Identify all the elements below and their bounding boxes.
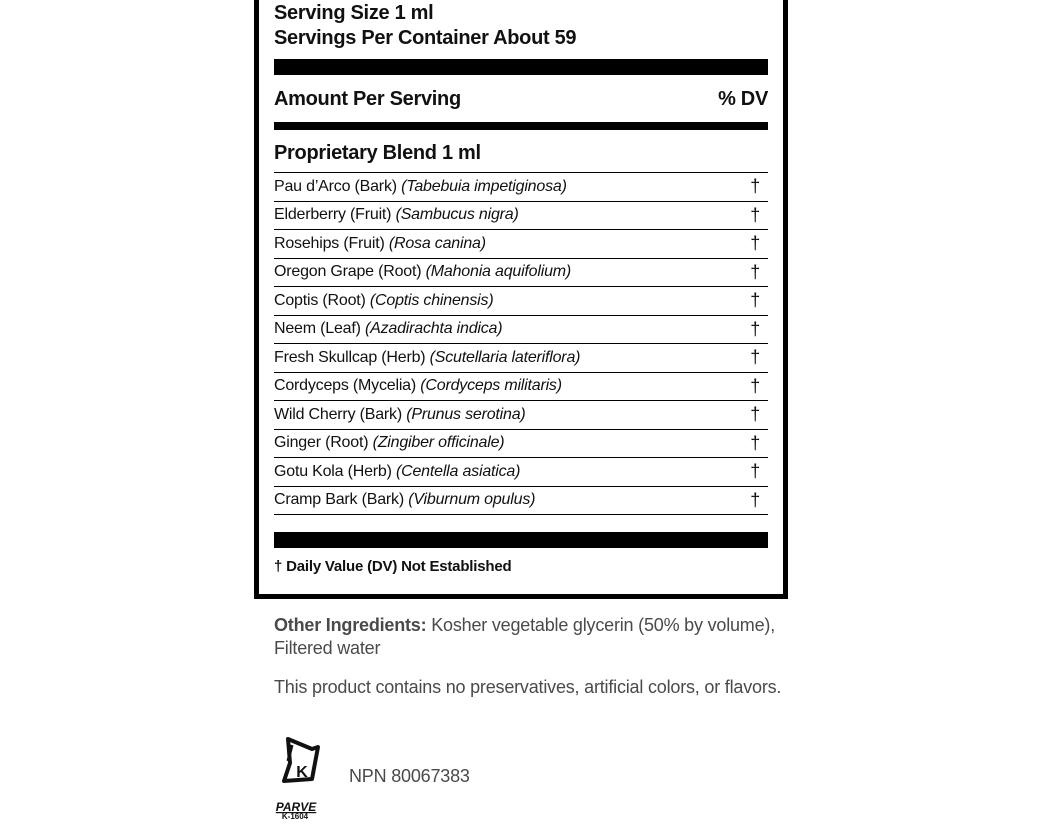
supplement-facts-panel — [254, 0, 788, 599]
ingredient-dv: † — [750, 461, 760, 482]
ingredient-dv: † — [750, 290, 760, 311]
ingredient-name — [274, 178, 567, 196]
ingredient-row — [274, 316, 768, 345]
ingredient-common-name: Rosehips (Fruit) — [274, 234, 385, 252]
kosher-parve-icon — [272, 735, 328, 819]
ingredient-latin-name: (Scutellaria lateriflora) — [429, 348, 581, 366]
ingredient-latin-name: (Azadirachta indica) — [364, 320, 503, 338]
ingredient-latin-name: (Viburnum opulus) — [408, 491, 536, 509]
ingredient-name — [274, 320, 502, 338]
ingredient-common-name: Cordyceps (Mycelia) — [274, 377, 417, 395]
ingredient-row — [274, 202, 768, 231]
ingredient-common-name: Ginger (Root) — [274, 434, 369, 452]
ingredient-row — [274, 230, 768, 259]
ingredient-row — [274, 373, 768, 402]
ingredient-dv: † — [750, 432, 760, 453]
ingredient-dv: † — [750, 261, 760, 282]
divider-thick — [274, 59, 768, 75]
other-ingredients — [274, 614, 794, 660]
amount-header-row — [274, 85, 768, 113]
ingredient-common-name: Neem (Leaf) — [274, 320, 361, 338]
ingredient-name — [274, 491, 535, 509]
ingredient-latin-name: (Rosa canina) — [388, 234, 486, 252]
ingredient-common-name: Coptis (Root) — [274, 291, 366, 309]
ingredient-dv: † — [750, 176, 760, 197]
ingredient-name — [274, 406, 526, 424]
ingredient-dv: † — [750, 347, 760, 368]
ingredient-row — [274, 401, 768, 430]
ingredient-row — [274, 173, 768, 202]
ingredient-latin-name: (Prunus serotina) — [406, 405, 526, 423]
divider-medium — [274, 122, 768, 130]
ingredient-common-name: Pau d’Arco (Bark) — [274, 177, 397, 195]
ingredient-latin-name: (Centella asiatica) — [396, 462, 521, 480]
ingredient-row — [274, 487, 768, 516]
ingredient-row — [274, 287, 768, 316]
ingredient-common-name: Elderberry (Fruit) — [274, 206, 392, 224]
ingredient-common-name: Fresh Skullcap (Herb) — [274, 348, 426, 366]
kosher-code: K-1604 — [281, 812, 309, 819]
ingredient-name — [274, 263, 571, 281]
ingredient-name — [274, 235, 486, 253]
dv-header: % DV — [718, 87, 768, 110]
ingredient-name — [274, 292, 493, 310]
ingredient-list — [274, 172, 768, 515]
ingredient-name — [274, 463, 520, 481]
ingredient-name — [274, 377, 562, 395]
ingredient-latin-name: (Mahonia aquifolium) — [425, 263, 572, 281]
serving-info — [274, 1, 576, 51]
ingredient-row — [274, 344, 768, 373]
other-ingredients-label: Other Ingredients: — [274, 615, 427, 635]
ingredient-name — [274, 349, 580, 367]
ingredient-latin-name: (Zingiber officinale) — [372, 434, 505, 452]
ingredient-dv: † — [750, 233, 760, 254]
divider-thick-bottom — [274, 532, 768, 548]
serving-size: Serving Size 1 ml — [274, 2, 434, 24]
ingredient-dv: † — [750, 204, 760, 225]
ingredient-common-name: Gotu Kola (Herb) — [274, 462, 392, 480]
ingredient-common-name: Cramp Bark (Bark) — [274, 491, 404, 509]
ingredient-common-name: Wild Cherry (Bark) — [274, 405, 402, 423]
ingredient-row — [274, 259, 768, 288]
ingredient-dv: † — [750, 489, 760, 510]
ingredient-row — [274, 458, 768, 487]
preservatives-note: This product contains no preservatives, artificial colors, or flavors. — [274, 677, 782, 697]
kosher-letter: K — [296, 764, 308, 781]
ingredient-dv: † — [750, 404, 760, 425]
ingredient-latin-name: (Sambucus nigra) — [395, 206, 519, 224]
npn-number: NPN 80067383 — [349, 766, 470, 786]
ingredient-name — [274, 206, 519, 224]
ingredient-common-name: Oregon Grape (Root) — [274, 263, 422, 281]
ingredient-row — [274, 430, 768, 459]
blend-title: Proprietary Blend 1 ml — [274, 142, 481, 164]
kosher-word: PARVE — [275, 800, 317, 814]
ingredient-dv: † — [750, 318, 760, 339]
amount-per-serving-label: Amount Per Serving — [274, 87, 461, 110]
ingredient-latin-name: (Tabebuia impetiginosa) — [401, 177, 567, 195]
ingredient-latin-name: (Cordyceps militaris) — [420, 377, 562, 395]
other-ingredients-text: Kosher vegetable glycerin (50% by volume), Filtered water — [274, 615, 776, 658]
dv-footnote: † Daily Value (DV) Not Established — [274, 558, 512, 575]
ingredient-latin-name: (Coptis chinensis) — [369, 291, 494, 309]
servings-per-container: Servings Per Container About 59 — [274, 27, 577, 49]
ingredient-dv: † — [750, 375, 760, 396]
ingredient-name — [274, 434, 504, 452]
